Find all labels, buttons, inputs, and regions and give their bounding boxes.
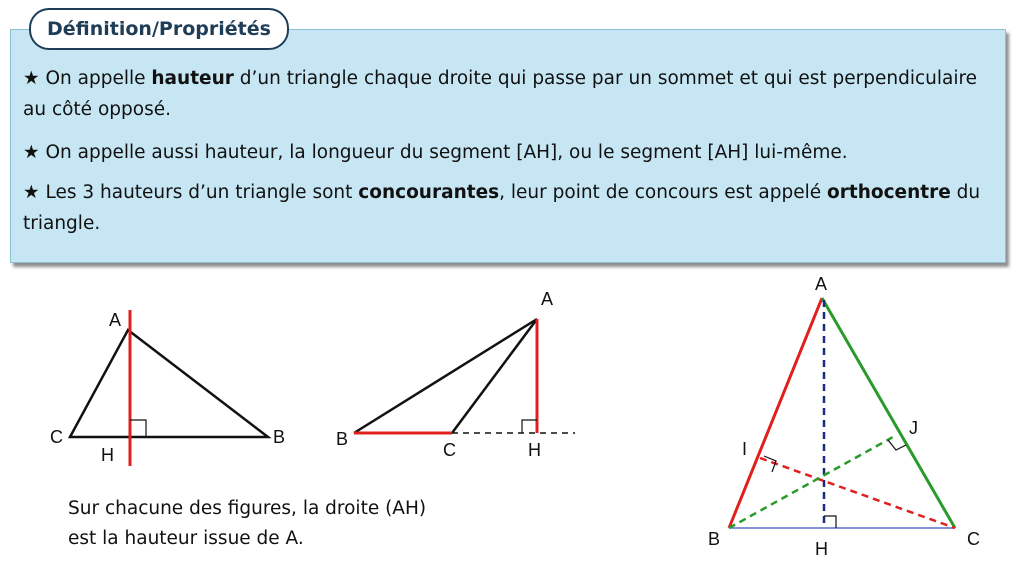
label-c-1: C [50,427,63,447]
side-ac-2 [452,319,537,433]
label-b-2: B [336,429,349,449]
label-h-2: H [528,440,541,460]
side-ab-3 [729,298,822,528]
side-ac-3 [822,298,955,528]
caption-line-2: est la hauteur issue de A. [68,528,304,549]
right-angle-mark-2 [522,420,537,433]
label-a-1: A [109,310,122,330]
star-icon: ★ [23,68,40,89]
altitude-ci-3 [760,458,955,528]
label-b-1: B [273,427,286,447]
label-a-3: A [815,274,828,294]
triangle-abc-1 [70,330,268,437]
label-h-1: H [101,445,114,465]
star-icon: ★ [23,182,40,203]
definition-longueur: ★ On appelle aussi hauteur, la longueur du segment [AH], ou le segment [AH] lui-même. [23,142,848,163]
definition-hauteur: ★ On appelle hauteur d’un triangle chaque droite qui passe par un sommet et qui est perpendiculaire au côté opposé. [23,68,978,120]
label-h-3: H [815,539,828,559]
label-b-3: B [708,529,721,549]
term-hauteur: hauteur [151,68,234,89]
star-icon: ★ [23,142,40,163]
figure-caption [68,494,528,554]
label-c-2: C [443,440,456,460]
right-angle-mark-1 [130,420,146,437]
section-title: Définition/Propriétés [29,8,289,50]
altitude-bj-3 [729,437,893,528]
label-j-3: J [909,418,918,438]
side-ab-2 [354,319,537,433]
property-orthocentre: ★ Les 3 hauteurs d’un triangle sont concourantes, leur point de concours est appelé orthocentre du triangle. [23,182,981,234]
term-concourantes: concourantes [358,182,500,203]
label-a-2: A [541,289,554,309]
caption-line-1: Sur chacune des figures, la droite (AH) [68,498,427,519]
figure-3-orthocentre [708,274,980,559]
label-c-3: C [967,529,980,549]
label-i-3: I [742,439,748,459]
term-orthocentre: orthocentre [827,182,951,203]
figure-1-acute-triangle [50,310,285,466]
right-angle-mark-h-3 [824,516,836,528]
figure-2-obtuse-triangle [336,289,575,460]
